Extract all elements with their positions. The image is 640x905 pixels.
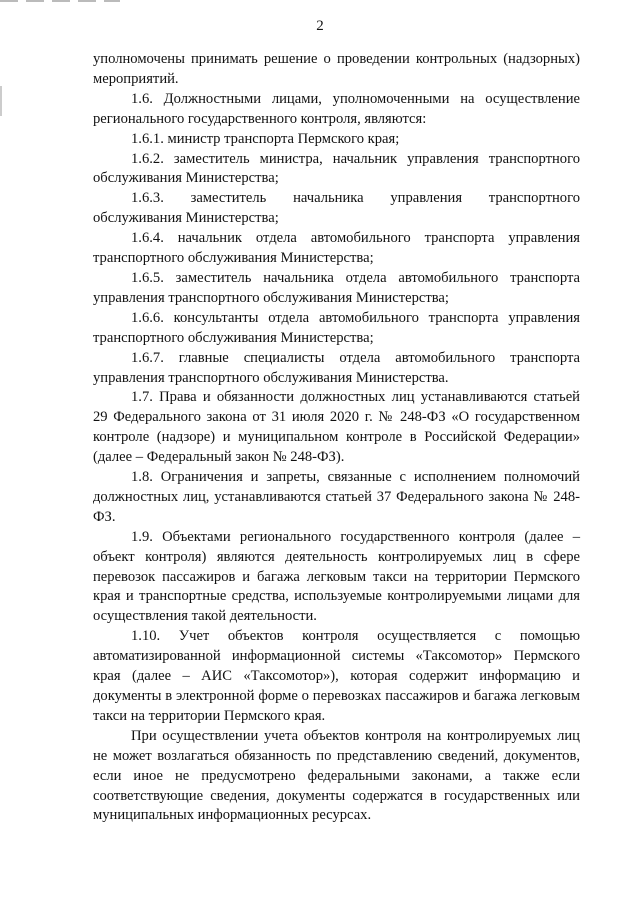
- paragraph-1-6-6: 1.6.6. консультанты отдела автомобильного транспорта управления транспортного обслуживания Министерства;: [93, 309, 580, 346]
- scan-edge-mark: [0, 0, 120, 2]
- paragraph-1-8: 1.8. Ограничения и запреты, связанные с исполнением полномочий должностных лиц, устанавливаются статьей 37 Федерального закона № 248-ФЗ.: [93, 469, 580, 525]
- paragraph-1-7: 1.7. Права и обязанности должностных лиц устанавливаются статьей 29 Федерального закона от 31 июля 2020 г. № 248-ФЗ «О государственном контроле (надзоре) и муниципальном контроле в Российской Федерации» (далее – Федеральный закон № 248-ФЗ).: [93, 389, 580, 466]
- paragraph-1-6: 1.6. Должностными лицами, уполномоченными на осуществление регионального государственного контроля, являются:: [93, 90, 580, 127]
- document-body: [93, 50, 580, 826]
- paragraph-1-6-4: 1.6.4. начальник отдела автомобильного транспорта управления транспортного обслуживания Министерства;: [93, 230, 580, 267]
- paragraph-accounting-note: При осуществлении учета объектов контроля на контролируемых лиц не может возлагаться обязанность по представлению сведений, документов, если иное не предусмотрено федеральными законами, а также если соответствующие сведения, документы содержатся в государственных или муниципальных информационных ресурсах.: [93, 727, 580, 824]
- paragraph-1-9: 1.9. Объектами регионального государственного контроля (далее – объект контроля) являются деятельность контролируемых лиц в сфере перевозок пассажиров и багажа легковым такси на территории Пермского края и транспортные средства, используемые контролируемыми лицами для осуществления такой деятельности.: [93, 528, 580, 625]
- paragraph-1-6-2: 1.6.2. заместитель министра, начальник управления транспортного обслуживания Министерства;: [93, 150, 580, 187]
- paragraph-continuation: уполномочены принимать решение о проведении контрольных (надзорных) мероприятий.: [93, 51, 580, 87]
- page-number: 2: [316, 18, 324, 34]
- scan-edge-mark-left: [0, 86, 2, 116]
- paragraph-1-6-5: 1.6.5. заместитель начальника отдела автомобильного транспорта управления транспортного обслуживания Министерства;: [93, 269, 580, 306]
- paragraph-1-6-1: 1.6.1. министр транспорта Пермского края;: [131, 130, 400, 147]
- paragraph-1-6-3: 1.6.3. заместитель начальника управления транспортного обслуживания Министерства;: [93, 190, 580, 227]
- paragraph-1-10: 1.10. Учет объектов контроля осуществляется с помощью автоматизированной информационной системы «Таксомотор» Пермского края (далее – АИС «Таксомотор»), которая содержит информацию и документы в электронной форме о перевозках пассажиров и багажа легковым такси на территории Пермского края.: [93, 628, 580, 724]
- paragraph-1-6-7: 1.6.7. главные специалисты отдела автомобильного транспорта управления транспортного обслуживания Министерства.: [93, 349, 580, 386]
